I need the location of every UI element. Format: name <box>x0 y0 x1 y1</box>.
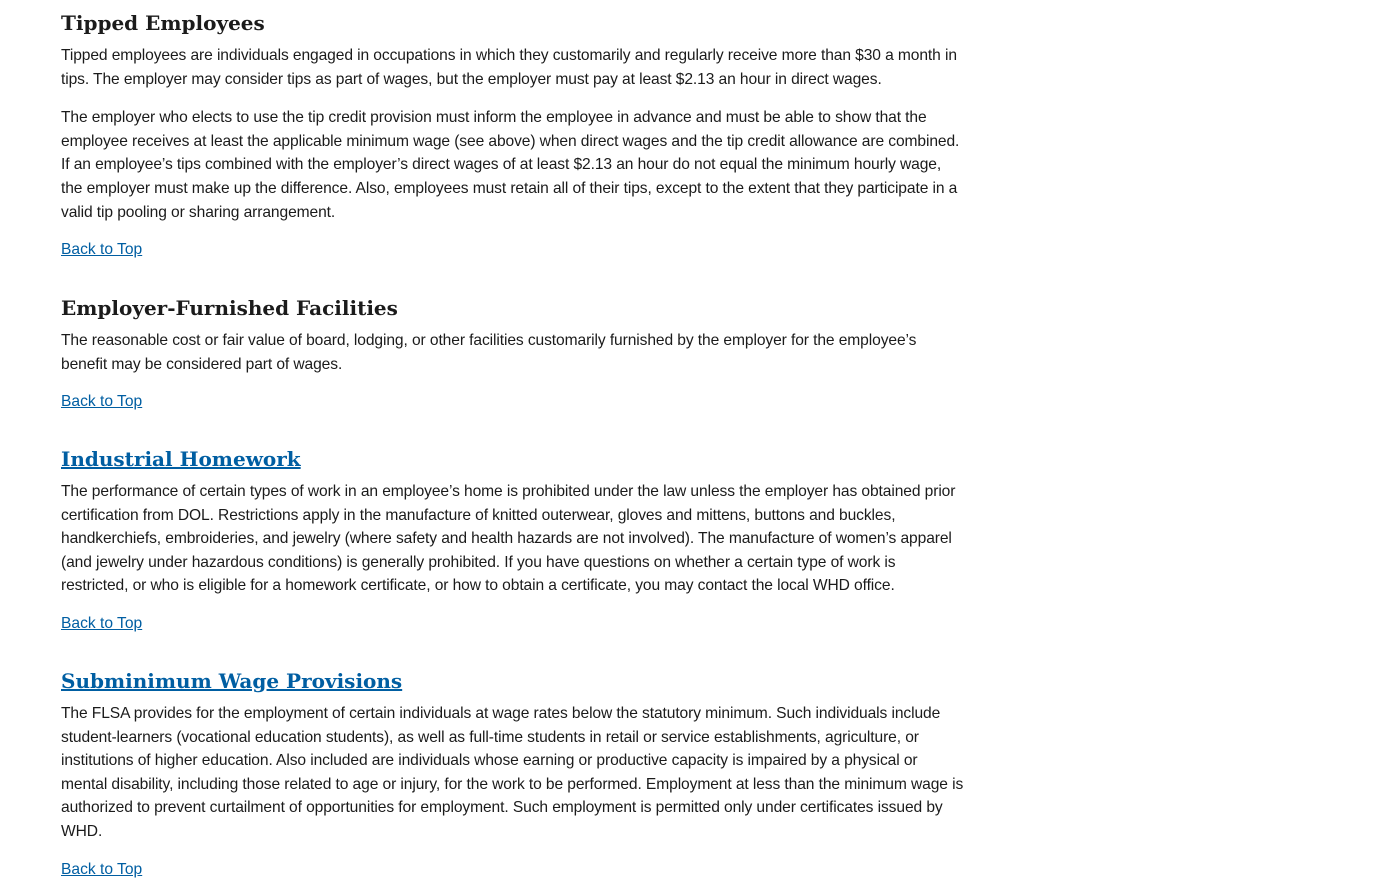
section-heading: Tipped Employees <box>61 11 265 35</box>
section-paragraph: The FLSA provides for the employment of certain individuals at wage rates below the statutory minimum. Such individuals include student-learners (vocational education students), as well as full-time students in retail or service establishments, agriculture, or institutions of higher education. Also included are individuals whose earning or productive capacity is impaired by a physical or mental disability, including those related to age or injury, for the work to be performed. Employment at less than the minimum wage is authorized to prevent curtailment of opportunities for employment. Such employment is permitted only under certificates issued by WHD. <box>61 705 964 840</box>
back-to-top-link[interactable]: Back to Top <box>61 393 143 411</box>
section-heading: Employer-Furnished Facilities <box>61 296 398 320</box>
section-tipped-employees <box>61 10 966 261</box>
section-employer-furnished-facilities <box>61 295 966 413</box>
section-paragraph: The performance of certain types of work in an employee’s home is prohibited under the law unless the employer has obtained prior certification from DOL. Restrictions apply in the manufacture of knitted outerwear, gloves and mittens, buttons and buckles, handkerchiefs, embroideries, and jewelry (where safety and health hazards are not involved). The manufacture of women’s apparel (and jewelry under hazardous conditions) is generally prohibited. If you have questions on whether a certain type of work is restricted, or who is eligible for a homework certificate, or how to obtain a certificate, you may contact the local WHD office. <box>61 483 956 595</box>
section-subminimum-wage-provisions <box>61 668 966 881</box>
section-paragraph: The reasonable cost or fair value of board, lodging, or other facilities customarily furnished by the employer for the employee’s benefit may be considered part of wages. <box>61 332 917 373</box>
section-heading <box>61 668 966 694</box>
section-industrial-homework <box>61 446 966 635</box>
back-to-top-link[interactable]: Back to Top <box>61 614 143 632</box>
section-heading <box>61 446 966 472</box>
section-paragraph: Tipped employees are individuals engaged in occupations in which they customarily and regularly receive more than $30 a month in tips. The employer may consider tips as part of wages, but the employer must pay at least $2.13 an hour in direct wages. <box>61 47 957 88</box>
industrial-homework-heading-link[interactable]: Industrial Homework <box>61 447 301 471</box>
back-to-top-link[interactable]: Back to Top <box>61 860 143 878</box>
section-paragraph: The employer who elects to use the tip credit provision must inform the employee in advance and must be able to show that the employee receives at least the applicable minimum wage (see above) when direct wages and the tip credit allowance are combined. If an employee’s tips combined with the employer’s direct wages of at least $2.13 an hour do not equal the minimum hourly wage, the employer must make up the difference. Also, employees must retain all of their tips, except to the extent that they participate in a valid tip pooling or sharing arrangement. <box>61 109 960 221</box>
subminimum-wage-heading-link[interactable]: Subminimum Wage Provisions <box>61 669 403 693</box>
back-to-top-link[interactable]: Back to Top <box>61 241 143 259</box>
